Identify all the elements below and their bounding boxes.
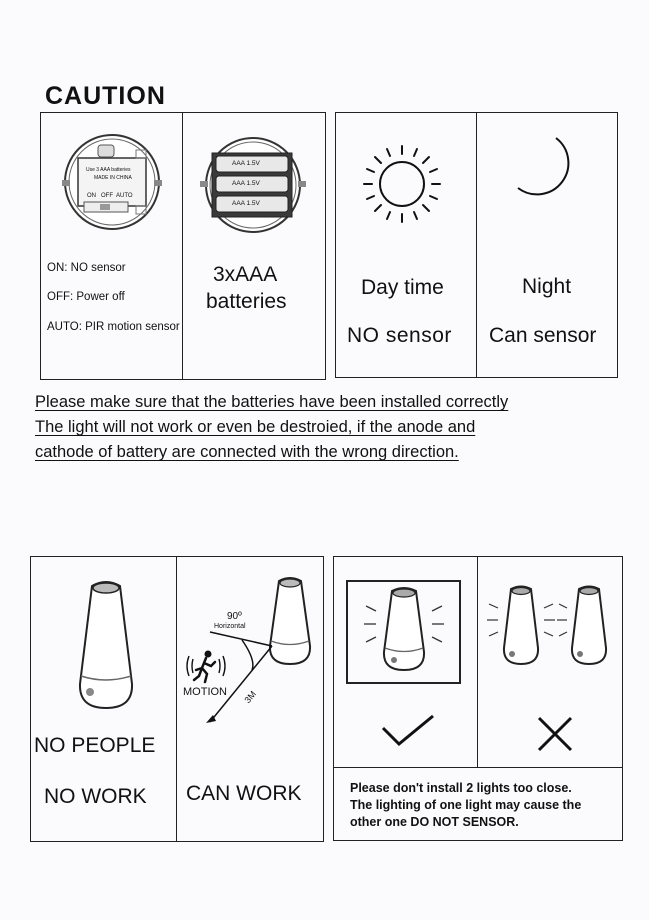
device-label-batteries: Use 3 AAA batteries: [86, 167, 131, 173]
device-position-off: OFF: [101, 193, 113, 199]
two-lamps-icon: [485, 584, 615, 674]
battery-word: batteries: [206, 290, 287, 313]
divider: [476, 112, 477, 378]
glowing-lamp-icon: [362, 586, 446, 676]
warning-line-2: The light will not work or even be destroied, if the anode and: [35, 418, 476, 436]
distance-label: 3M: [242, 688, 259, 706]
divider: [477, 556, 478, 768]
mode-on: ON: NO sensor: [47, 262, 126, 274]
motion-label: MOTION: [183, 686, 227, 698]
device-position-auto: AUTO: [116, 193, 133, 199]
no-work-label: NO WORK: [44, 785, 147, 808]
horizontal-label: Horizontal: [214, 623, 246, 630]
night-label: Night: [522, 275, 572, 298]
note-line-3: other one DO NOT SENSOR.: [350, 815, 519, 829]
check-icon: [381, 714, 435, 748]
day-label: Day time: [361, 276, 444, 299]
battery-cell-label-3: AAA 1.5V: [232, 200, 260, 207]
battery-type: 3xAAA: [213, 263, 278, 286]
note-line-2: The lighting of one light may cause the: [350, 798, 582, 812]
warning-line-3: cathode of battery are connected with the wrong direction.: [35, 443, 459, 461]
page-title: CAUTION: [45, 82, 166, 110]
divider: [182, 112, 183, 380]
day-sensor-label: NO sensor: [347, 324, 452, 347]
divider: [176, 556, 177, 842]
motion-person-icon: [183, 648, 229, 684]
battery-cell-label-2: AAA 1.5V: [232, 180, 260, 187]
no-people-label: NO PEOPLE: [34, 734, 156, 757]
angle-label: 90º: [227, 611, 242, 622]
cross-icon: [537, 716, 573, 752]
mode-auto: AUTO: PIR motion sensor: [47, 321, 180, 333]
sun-icon: [360, 142, 444, 226]
warning-line-1: Please make sure that the batteries have been installed correctly: [35, 393, 509, 411]
night-sensor-label: Can sensor: [489, 324, 597, 347]
moon-icon: [512, 134, 576, 198]
mode-off: OFF: Power off: [47, 291, 125, 303]
battery-cell-label-1: AAA 1.5V: [232, 160, 260, 167]
note-divider: [333, 767, 623, 768]
note-line-1: Please don't install 2 lights too close.: [350, 781, 572, 795]
can-work-label: CAN WORK: [186, 782, 302, 805]
device-label-origin: MADE IN CHINA: [94, 175, 132, 181]
lamp-icon: [76, 580, 136, 715]
device-position-on: ON: [87, 193, 96, 199]
switch-device-illustration: [58, 132, 166, 232]
